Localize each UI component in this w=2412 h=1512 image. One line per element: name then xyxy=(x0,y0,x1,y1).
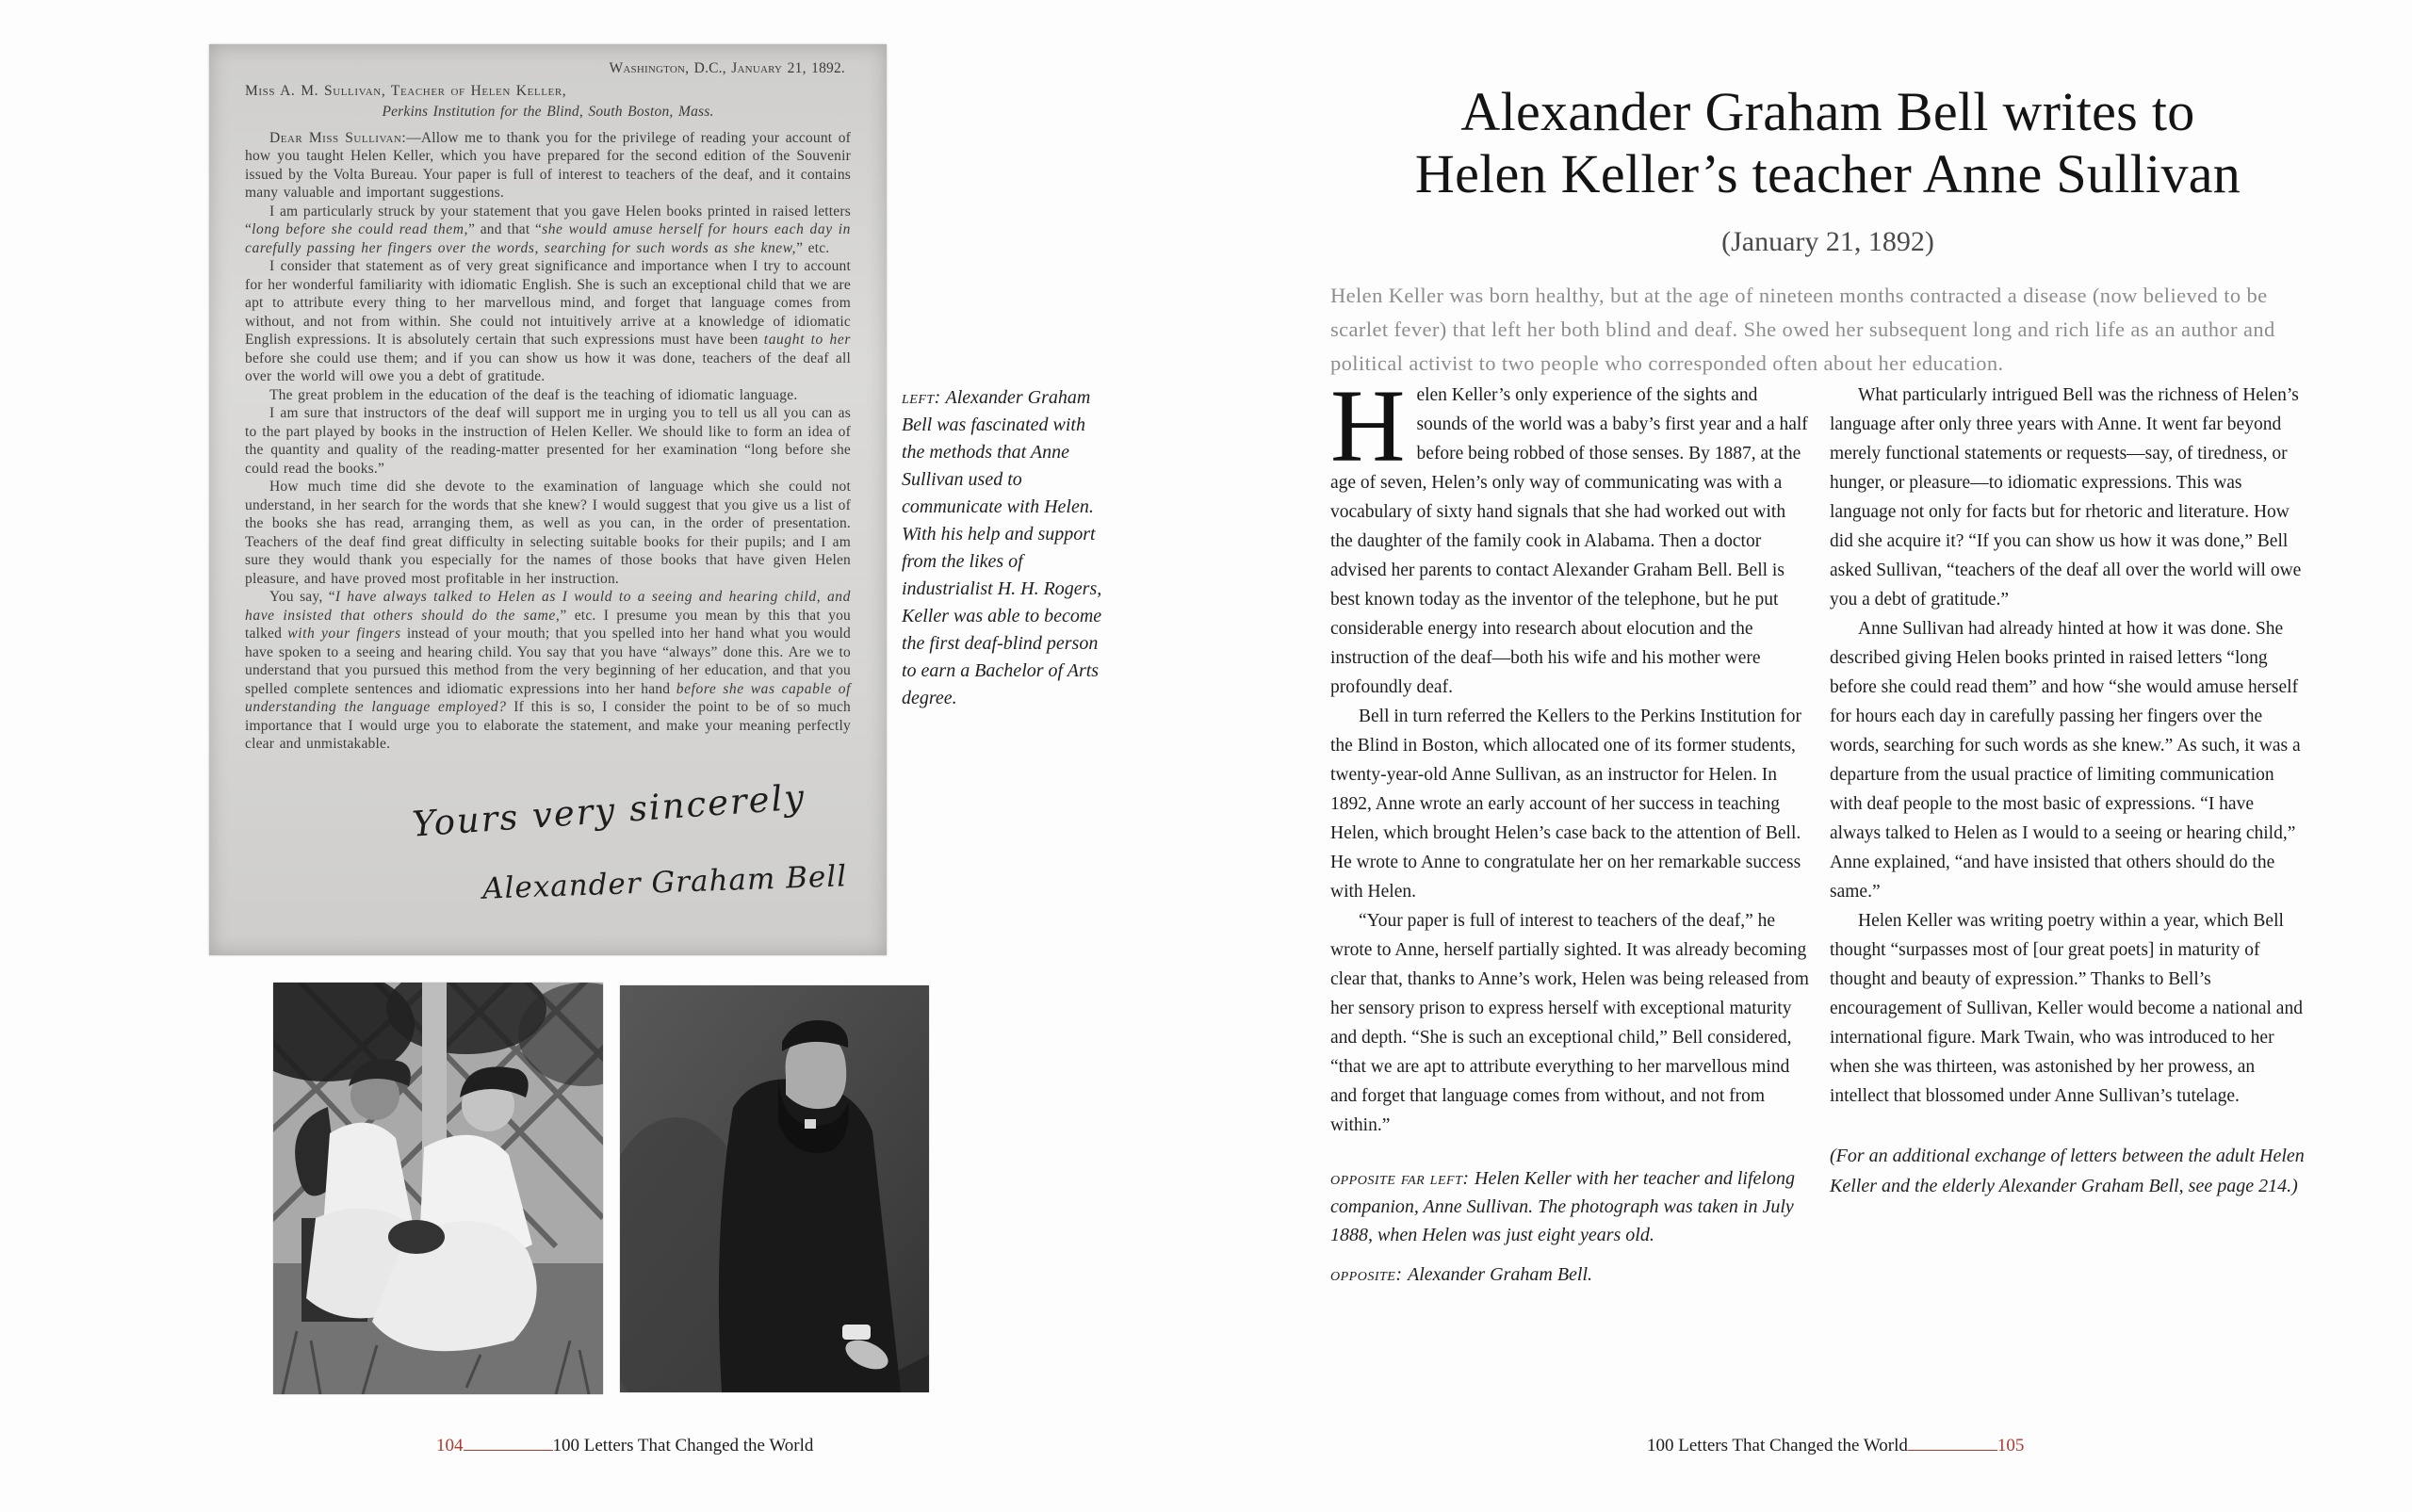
caption-text: Alexander Graham Bell was fascinated with the methods that Anne Sullivan used to communicate with Helen. With his help and support from the likes of industrialist H. H. Rogers, Keller was able to become the first deaf-blind person to earn a Bachelor of Arts degree. xyxy=(902,387,1102,708)
letter-paragraph: You say, “I have always talked to Helen as I would to a seeing and hearing child, and have insisted that others should do the same,” etc. I presume you mean by this that you talked with your fingers instead of your mouth; that you spelled into her hand what you would have spoken to a seeing and hearing child. You say that you have “always” done this. Are we to understand that you pursued this method from the very beginning of her education, and that you spelled complete sentences and idiomatic expressions into her hand before she was capable of understanding the language employed? If this is so, I consider the point to be of so much importance that I would urge you to elaborate the statement, and make your meaning perfectly clear and unmistakable. xyxy=(245,589,851,752)
book-title: 100 Letters That Changed the World xyxy=(1647,1436,1908,1455)
letter-paragraph: Dear Miss Sullivan:—Allow me to thank you for the privilege of reading your account of how you taught Helen Keller, which you have prepared for the second edition of the Souvenir issued by the Volta Bureau. Your paper is full of interest to teachers of the deaf, and it contains many valuable and important suggestions. xyxy=(245,129,852,201)
letter-scan xyxy=(209,44,887,955)
body-paragraph: Helen Keller’s only experience of the sights and sounds of the world was a baby’s first year and a half before being robbed of those senses. By 1887, at the age of seven, Helen’s only way of communicating was with a vocabulary of sixty hand signals that she had worked out with the daughter of the family cook in Alabama. Then a doctor advised her parents to contact Alexander Graham Bell. Bell is best known today as the inventor of the telephone, but he put considerable energy into research about elocution and the instruction of the deaf—both his wife and his mother were profoundly deaf. xyxy=(1330,368,1808,697)
letter-dateline: Washington, D.C., January 21, 1892. xyxy=(609,60,845,76)
caption-label: opposite: xyxy=(1330,1264,1408,1285)
letter-paragraph: How much time did she devote to the examination of language which she could not understand, in her search for the words that she knew? I would suggest that you give us a list of the books she has read, arranging them, as well as you can, in the order of presentation. Teachers of the deaf find great difficulty in selecting suitable books for their pupils; and I am sure they would thank you especially for the names of those books that have given Helen pleasure, and have proved most profitable in her instruction. xyxy=(245,479,851,587)
article-title xyxy=(1300,81,2355,205)
letter-caption xyxy=(902,384,1103,712)
letter-paragraph: I am sure that instructors of the deaf will support me in urging you to tell us all you can as to the part played by books in the instruction of Helen Keller. We should like to form an idea of the quantity and quality of the reading-matter presented for her examination “long before she could read the books.” xyxy=(245,405,851,477)
photo-helen-keller-anne-sullivan xyxy=(273,983,603,1394)
photo-helen-illustration xyxy=(273,983,603,1394)
letter-signature-handwriting: Alexander Graham Bell xyxy=(481,859,848,906)
article-title-line1: Alexander Graham Bell writes to xyxy=(1460,81,2195,142)
body-paragraph: “Your paper is full of interest to teachers of the deaf,” he wrote to Anne, herself partially sighted. It was already becoming clear that, thanks to Anne’s work, Helen was being released from her sensory prison to express herself with exceptional maturity and depth. “She is such an exceptional child,” Bell considered, “that we are apt to attribute everything to her marvellous mind and forget that language comes from without, and not from within.” xyxy=(1330,911,1809,1135)
caption-text: Alexander Graham Bell. xyxy=(1407,1264,1593,1285)
letter-body xyxy=(245,129,851,754)
body-paragraph: What particularly intrigued Bell was the richness of Helen’s language after only three years with Anne. It went far beyond merely functional statements or requests—say, of tiredness, or hunger, or pleasure—to idiomatic expressions. This was language not only for facts but for rhetoric and literature. How did she acquire it? “If you can show us how it was done,” Bell asked Sullivan, “teachers of the deaf all over the world will owe you a debt of gratitude.” xyxy=(1830,385,2302,610)
letter-paragraph: I consider that statement as of very great significance and importance when I try to account for her wonderful familiarity with idiomatic English. She is such an exceptional child that we are apt to attribute every thing to her marvellous mind, and forget that language comes from without, and not from within. She could not intuitively arrive at a knowledge of idiomatic English expressions. It is absolutely certain that such expressions must have been taught to her before she could use them; and if you can show us how it was done, teachers of the deaf all over the world will owe you a debt of gratitude. xyxy=(245,258,851,384)
photo-alexander-graham-bell xyxy=(620,985,929,1392)
letter-signoff-handwriting: Yours very sincerely xyxy=(411,776,807,845)
page-footer-left xyxy=(436,1436,813,1456)
photo-caption-list xyxy=(1330,1164,1809,1289)
footer-rule xyxy=(464,1446,553,1451)
body-paragraph: (For an additional exchange of letters between the adult Helen Keller and the elderly Alexander Graham Bell, see page 214.) xyxy=(1830,1146,2305,1196)
drop-cap: H xyxy=(1330,368,1406,483)
photo-caption xyxy=(1330,1260,1809,1289)
book-title: 100 Letters That Changed the World xyxy=(552,1436,814,1455)
caption-text: Helen Keller with her teacher and lifelong companion, Anne Sullivan. The photograph was taken in July 1888, when Helen was just eight years old. xyxy=(1330,1168,1795,1245)
article-date: (January 21, 1892) xyxy=(1721,226,1934,257)
letter-address-line: Perkins Institution for the Blind, South Boston, Mass. xyxy=(382,104,714,120)
body-paragraph: Helen Keller was writing poetry within a year, which Bell thought “surpasses most of [our great poets] in maturity of thought and beauty of expression.” Thanks to Bell’s encouragement of Sullivan, Keller would become a national and international figure. Mark Twain, who was introduced to her when she was thirteen, was astonished by her prowess, an intellect that blossomed under Anne Sullivan’s tutelage. xyxy=(1830,911,2303,1106)
page-number: 104 xyxy=(436,1436,464,1455)
footer-rule xyxy=(1908,1446,1997,1451)
article-title-line2: Helen Keller’s teacher Anne Sullivan xyxy=(1414,143,2241,204)
letter-paragraph: The great problem in the education of the deaf is the teaching of idiomatic language. xyxy=(269,386,798,403)
letter-addressee: Miss A. M. Sullivan, Teacher of Helen Keller, xyxy=(245,82,567,99)
body-paragraph: Bell in turn referred the Kellers to the Perkins Institution for the Blind in Boston, which allocated one of its former students, twenty-year-old Anne Sullivan, as an instructor for Helen. In 1892, Anne wrote an early account of her success in teaching Helen, which brought Helen’s case back to the attention of Bell. He wrote to Anne to congratulate her on her remarkable success with Helen. xyxy=(1330,707,1802,902)
article-column-1 xyxy=(1330,368,1809,1300)
article-column-2 xyxy=(1830,381,2308,1201)
letter-paragraph: I am particularly struck by your statement that you gave Helen books printed in raised letters “long before she could read them,” and that “she would amuse herself for hours each day in carefully passing her fingers over the words, searching for such words as she knew,” etc. xyxy=(245,203,851,256)
body-paragraph: Anne Sullivan had already hinted at how it was done. She described giving Helen books printed in raised letters “long before she could read them” and how “she would amuse herself for hours each day in carefully passing her fingers over the words, searching for such words as she knew.” As such, it was a departure from the usual practice of limiting communication with deaf people to the most basic of expressions. “I have always talked to Helen as I would to a seeing or hearing child,” Anne explained, “and have insisted that others should do the same.” xyxy=(1830,619,2301,902)
page-footer-right xyxy=(1647,1436,2024,1456)
photo-caption xyxy=(1330,1164,1809,1249)
caption-label: left: xyxy=(902,387,941,408)
page-number: 105 xyxy=(1996,1436,2025,1455)
caption-label: opposite far left: xyxy=(1330,1168,1475,1189)
photo-bell-illustration xyxy=(620,985,929,1392)
article-intro: Helen Keller was born healthy, but at the age of nineteen months contracted a disease (now believed to be scarlet fever) that left her both blind and deaf. She owed her subsequent long and rich life as an author and political activist to two people who corresponded often about her education. xyxy=(1330,284,2275,375)
